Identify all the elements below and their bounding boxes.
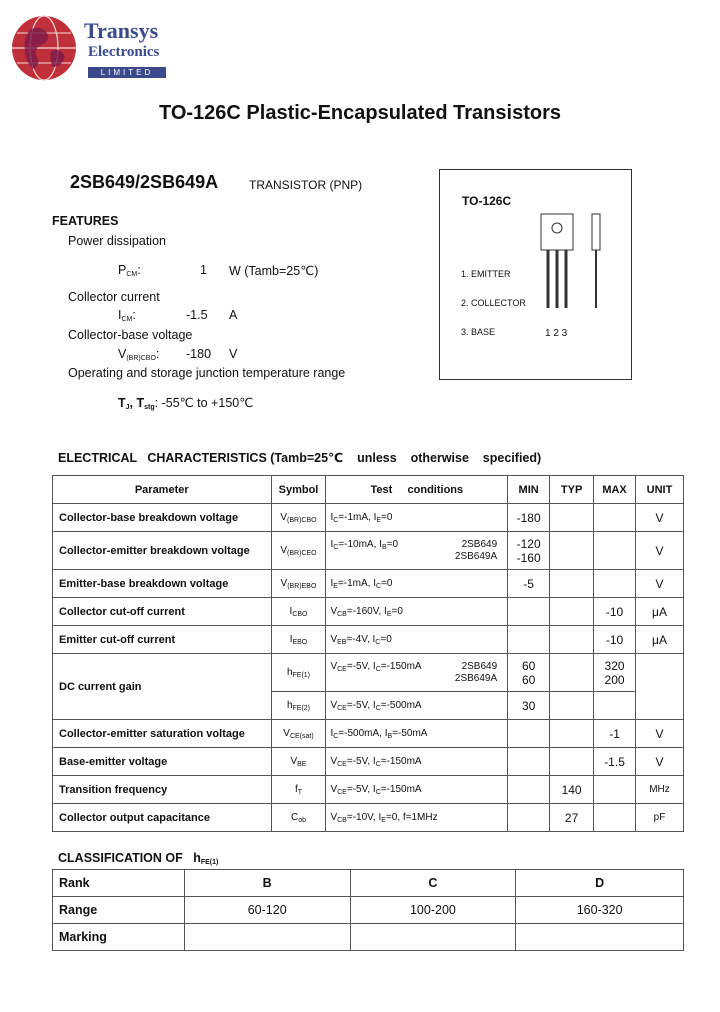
rank-row <box>53 870 684 897</box>
vcbo-value: -180 <box>186 347 212 361</box>
table-header-row <box>53 476 684 504</box>
page-title: TO-126C Plastic-Encapsulated Transistors <box>158 102 561 124</box>
symbol-cell: $V_{BE}$ <box>271 748 326 776</box>
temp-value: $T_J$, $T_{stg}$: -55℃ to +150℃ <box>118 396 254 411</box>
min-cell: 30 <box>508 692 550 720</box>
symbol-cell: $V_{(BR)CEO}$ <box>271 532 326 570</box>
param-cell: Emitter-base breakdown voltage <box>53 570 272 598</box>
classification-table <box>52 869 684 951</box>
condition-cell: $I_C=-1mA$, $I_E=0$ <box>326 504 508 532</box>
symbol-cell: $V_{(BR)EBO}$ <box>271 570 326 598</box>
brand-sub: Electronics <box>88 44 160 60</box>
param-cell: DC current gain <box>53 654 272 720</box>
range-label: Range <box>53 897 185 924</box>
pcm-symbol: $P_{CM}$: <box>118 263 141 278</box>
table-row <box>53 776 684 804</box>
icm-value: -1.5 <box>186 308 208 322</box>
brand-name: Transys <box>84 18 159 43</box>
pin-1-label: 1. EMITTER <box>461 269 511 279</box>
symbol-cell: $f_T$ <box>271 776 326 804</box>
vcbo-unit: V <box>229 347 238 361</box>
unit-cell: V <box>636 504 684 532</box>
pin-2-label: 2. COLLECTOR <box>461 298 526 308</box>
param-cell: Collector-emitter saturation voltage <box>53 720 272 748</box>
pin-numbers: 1 2 3 <box>545 328 568 339</box>
col-typ: TYP <box>550 476 594 504</box>
part-number: 2SB649/2SB649A <box>70 172 219 192</box>
param-cell: Collector-base breakdown voltage <box>53 504 272 532</box>
electrical-heading: ELECTRICAL CHARACTERISTICS (Tamb=25℃ unless otherwise specified) <box>58 451 542 465</box>
unit-cell: μA <box>636 598 684 626</box>
marking-label: Marking <box>53 924 185 951</box>
temp-label: Operating and storage junction temperature range <box>68 366 346 380</box>
symbol-cell: $V_{CE(sat)}$ <box>271 720 326 748</box>
condition-cell: $I_E=-1mA$, $I_C=0$ <box>326 570 508 598</box>
min-cell: 60 60 <box>508 654 550 692</box>
icm-symbol: $I_{CM}$: <box>118 308 136 323</box>
max-cell: -10 <box>594 598 636 626</box>
range-row <box>53 897 684 924</box>
transistor-package-icon <box>535 212 615 314</box>
symbol-cell: $C_{ob}$ <box>271 804 326 832</box>
part-type: TRANSISTOR (PNP) <box>249 178 363 192</box>
typ-cell: 27 <box>550 804 594 832</box>
condition-cell: $I_C=-500mA$, $I_B=-50mA$ <box>326 720 508 748</box>
unit-cell: μA <box>636 626 684 654</box>
symbol-cell: $V_{(BR)CBO}$ <box>271 504 326 532</box>
table-row <box>53 720 684 748</box>
param-cell: Transition frequency <box>53 776 272 804</box>
unit-cell: MHz <box>636 776 684 804</box>
brand-tag: LIMITED <box>88 67 166 78</box>
globe-logo-icon <box>11 15 77 81</box>
table-row <box>53 626 684 654</box>
table-row <box>53 804 684 832</box>
condition-cell: $V_{EB}=-4V$, $I_C=0$ <box>326 626 508 654</box>
classification-heading: CLASSIFICATION OF $h_{FE(1)}$ <box>58 851 219 866</box>
symbol-cell: $h_{FE(1)}$ <box>271 654 326 692</box>
min-cell: -120 -160 <box>508 532 550 570</box>
unit-cell: V <box>636 570 684 598</box>
unit-cell: V <box>636 720 684 748</box>
range-d: 160-320 <box>516 897 684 924</box>
electrical-table <box>52 475 684 832</box>
rank-d: D <box>516 870 684 897</box>
vcbo-symbol: $V_{(BR)CBO}$: <box>118 347 160 362</box>
max-cell: 320 200 <box>594 654 636 692</box>
range-b: 60-120 <box>184 897 350 924</box>
table-row <box>53 598 684 626</box>
power-label: Power dissipation <box>68 234 166 248</box>
voltage-label: Collector-base voltage <box>68 328 193 342</box>
condition-cell: $V_{CB}=-10V$, $I_E=0$, f=1MHz <box>326 804 508 832</box>
rank-c: C <box>350 870 516 897</box>
table-row <box>53 654 684 692</box>
current-label: Collector current <box>68 290 160 304</box>
typ-cell: 140 <box>550 776 594 804</box>
marking-row <box>53 924 684 951</box>
col-unit: UNIT <box>636 476 684 504</box>
table-row <box>53 570 684 598</box>
symbol-cell: $I_{EBO}$ <box>271 626 326 654</box>
param-cell: Collector cut-off current <box>53 598 272 626</box>
unit-cell: V <box>636 748 684 776</box>
col-symbol: Symbol <box>271 476 326 504</box>
pin-3-label: 3. BASE <box>461 327 496 337</box>
min-cell: -5 <box>508 570 550 598</box>
table-row <box>53 748 684 776</box>
unit-cell: V <box>636 532 684 570</box>
package-title: TO-126C <box>462 194 512 208</box>
symbol-cell: $I_{CBO}$ <box>271 598 326 626</box>
pcm-unit: W (Tamb=25℃) <box>229 264 319 278</box>
pcm-value: 1 <box>200 263 207 277</box>
col-parameter: Parameter <box>53 476 272 504</box>
max-cell: -10 <box>594 626 636 654</box>
col-max: MAX <box>594 476 636 504</box>
condition-cell: $V_{CE}=-5V$, $I_C=-500mA$ <box>326 692 508 720</box>
table-row <box>53 532 684 570</box>
param-cell: Collector output capacitance <box>53 804 272 832</box>
unit-cell: pF <box>636 804 684 832</box>
col-min: MIN <box>508 476 550 504</box>
rank-b: B <box>184 870 350 897</box>
condition-cell: $I_C=-10mA$, $I_B=0$ 2SB649 2SB649A <box>326 532 508 570</box>
max-cell: -1.5 <box>594 748 636 776</box>
min-cell: -180 <box>508 504 550 532</box>
symbol-cell: $h_{FE(2)}$ <box>271 692 326 720</box>
range-c: 100-200 <box>350 897 516 924</box>
rank-label: Rank <box>53 870 185 897</box>
features-heading: FEATURES <box>52 214 119 228</box>
condition-cell: $V_{CE}=-5V$, $I_C=-150mA$ <box>326 776 508 804</box>
table-row <box>53 504 684 532</box>
col-conditions: Test conditions <box>326 476 508 504</box>
param-cell: Base-emitter voltage <box>53 748 272 776</box>
max-cell: -1 <box>594 720 636 748</box>
condition-cell: $V_{CE}=-5V$, $I_C=-150mA$ 2SB649 2SB649A <box>326 654 508 692</box>
condition-cell: $V_{CE}=-5V$, $I_C=-150mA$ <box>326 748 508 776</box>
param-cell: Emitter cut-off current <box>53 626 272 654</box>
icm-unit: A <box>229 308 238 322</box>
condition-cell: $V_{CB}=-160V$, $I_E=0$ <box>326 598 508 626</box>
param-cell: Collector-emitter breakdown voltage <box>53 532 272 570</box>
